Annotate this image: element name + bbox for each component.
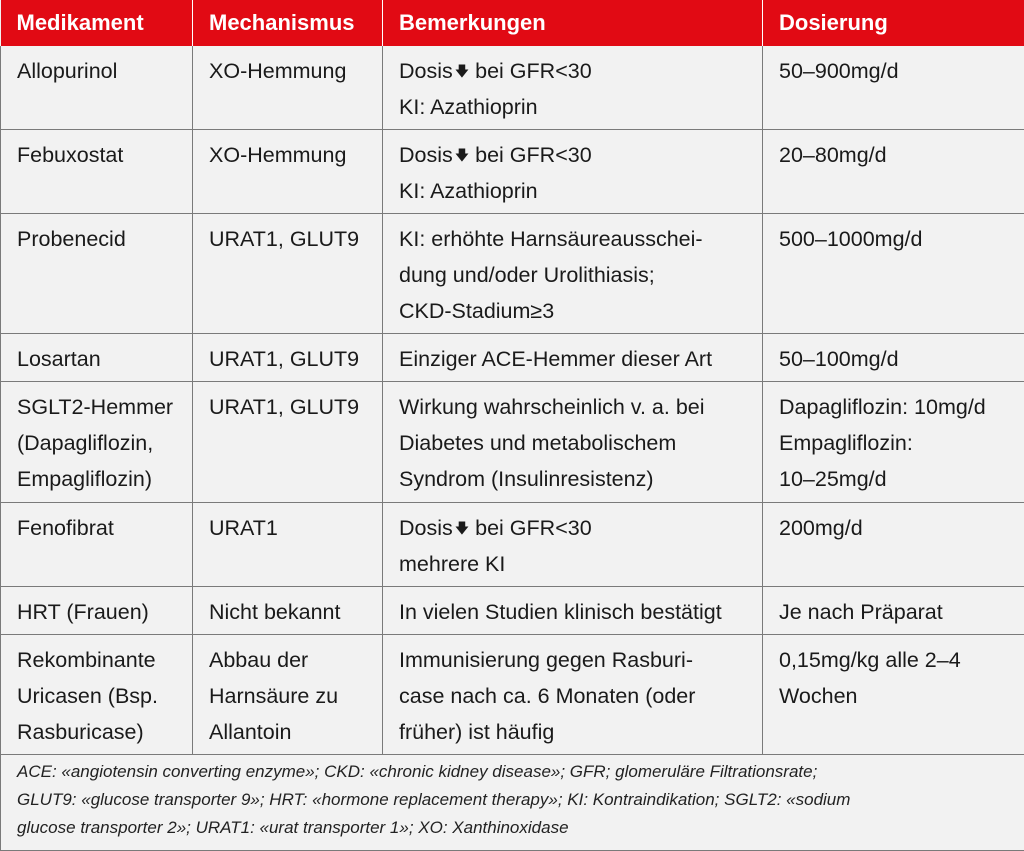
remark-text: case nach ca. 6 Monaten (oder	[399, 678, 746, 714]
remark-text: KI: Azathioprin	[399, 173, 746, 209]
remark-text: Syndrom (Insulinresistenz)	[399, 461, 746, 497]
dosage-cell	[763, 334, 1024, 382]
mechanism-cell	[193, 503, 383, 587]
arrow-down-icon: 🡇	[455, 53, 469, 89]
table-row	[1, 503, 1024, 587]
dose-remark-prefix: Dosis	[399, 516, 453, 540]
dosage-cell	[763, 587, 1024, 635]
footnote-cell	[1, 755, 1024, 851]
header-medikament: Medikament	[1, 0, 193, 46]
mechanism-cell	[193, 587, 383, 635]
drug-name: Rekombinante	[17, 642, 176, 678]
mechanism-text: XO-Hemmung	[209, 53, 366, 89]
drug-name: Empagliflozin)	[17, 461, 176, 497]
table-row	[1, 587, 1024, 635]
drug-cell	[1, 382, 193, 503]
dosage-text: 20–80mg/d	[779, 137, 1008, 173]
header-bemerkungen: Bemerkungen	[383, 0, 763, 46]
mechanism-cell	[193, 46, 383, 130]
dosage-text: 0,15mg/kg alle 2–4	[779, 642, 1008, 678]
remark-text: KI: erhöhte Harnsäureausschei-	[399, 221, 746, 257]
remark-text: früher) ist häufig	[399, 714, 746, 750]
dose-remark	[399, 137, 746, 173]
mechanism-cell	[193, 214, 383, 334]
dosage-text: 200mg/d	[779, 510, 1008, 546]
mechanism-text: Harnsäure zu	[209, 678, 366, 714]
drug-cell	[1, 214, 193, 334]
drug-cell	[1, 503, 193, 587]
table-body	[1, 46, 1024, 755]
drug-name: Febuxostat	[17, 137, 176, 173]
remark-text: dung und/oder Urolithiasis;	[399, 257, 746, 293]
dosage-cell	[763, 46, 1024, 130]
drug-name: Uricasen (Bsp.	[17, 678, 176, 714]
dosage-text: 50–900mg/d	[779, 53, 1008, 89]
mechanism-text: Allantoin	[209, 714, 366, 750]
table-row	[1, 635, 1024, 755]
drug-cell	[1, 587, 193, 635]
dosage-text: Wochen	[779, 678, 1008, 714]
dosage-text: 10–25mg/d	[779, 461, 1008, 497]
dosage-cell	[763, 382, 1024, 503]
footnote-line: glucose transporter 2»; URAT1: «urat transporter 1»; XO: Xanthinoxidase	[17, 814, 1008, 842]
remarks-cell	[383, 635, 763, 755]
header-row	[1, 0, 1024, 46]
remarks-cell	[383, 46, 763, 130]
dose-remark-suffix: bei GFR<30	[469, 516, 592, 540]
mechanism-cell	[193, 130, 383, 214]
dosage-cell	[763, 214, 1024, 334]
mechanism-text: URAT1	[209, 510, 366, 546]
dose-remark	[399, 53, 746, 89]
remark-text: In vielen Studien klinisch bestätigt	[399, 594, 746, 630]
drug-cell	[1, 46, 193, 130]
remark-text: KI: Azathioprin	[399, 89, 746, 125]
footnote-row	[1, 755, 1024, 851]
drug-name: Rasburicase)	[17, 714, 176, 750]
dosage-text: Empagliflozin:	[779, 425, 1008, 461]
remark-text: mehrere KI	[399, 546, 746, 582]
drug-name: Losartan	[17, 341, 176, 377]
remark-text: Immunisierung gegen Rasburi-	[399, 642, 746, 678]
remark-text: Diabetes und metabolischem	[399, 425, 746, 461]
drug-name: HRT (Frauen)	[17, 594, 176, 630]
dosage-cell	[763, 635, 1024, 755]
arrow-down-icon: 🡇	[455, 510, 469, 546]
mechanism-cell	[193, 635, 383, 755]
table-row	[1, 382, 1024, 503]
drug-cell	[1, 334, 193, 382]
remarks-cell	[383, 587, 763, 635]
dose-remark-prefix: Dosis	[399, 59, 453, 83]
table-row	[1, 334, 1024, 382]
remark-text: Wirkung wahrscheinlich v. a. bei	[399, 389, 746, 425]
dosage-text: 50–100mg/d	[779, 341, 1008, 377]
dosage-text: Dapagliflozin: 10mg/d	[779, 389, 1008, 425]
drug-name: (Dapagliflozin,	[17, 425, 176, 461]
drug-cell	[1, 635, 193, 755]
remarks-cell	[383, 334, 763, 382]
remark-text: CKD-Stadium≥3	[399, 293, 746, 329]
mechanism-text: Nicht bekannt	[209, 594, 366, 630]
drug-cell	[1, 130, 193, 214]
dosage-cell	[763, 503, 1024, 587]
table-row	[1, 130, 1024, 214]
dose-remark	[399, 510, 746, 546]
drug-name: SGLT2-Hemmer	[17, 389, 176, 425]
arrow-down-icon: 🡇	[455, 137, 469, 173]
footnote-line: ACE: «angiotensin converting enzyme»; CKD: «chronic kidney disease»; GFR; glomeruläre Filtrationsrate;	[17, 758, 1008, 786]
drug-name: Fenofibrat	[17, 510, 176, 546]
table-row	[1, 46, 1024, 130]
drug-name: Allopurinol	[17, 53, 176, 89]
mechanism-text: Abbau der	[209, 642, 366, 678]
header-mechanismus: Mechanismus	[193, 0, 383, 46]
remark-text: Einziger ACE-Hemmer dieser Art	[399, 341, 746, 377]
dose-remark-suffix: bei GFR<30	[469, 143, 592, 167]
table-header	[1, 0, 1024, 46]
table-footnote	[1, 755, 1024, 851]
remarks-cell	[383, 130, 763, 214]
mechanism-cell	[193, 334, 383, 382]
mechanism-text: XO-Hemmung	[209, 137, 366, 173]
header-dosierung: Dosierung	[763, 0, 1024, 46]
mechanism-cell	[193, 382, 383, 503]
dosage-cell	[763, 130, 1024, 214]
footnote-line: GLUT9: «glucose transporter 9»; HRT: «hormone replacement therapy»; KI: Kontraindikation; SGLT2: «sodium	[17, 786, 1008, 814]
mechanism-text: URAT1, GLUT9	[209, 221, 366, 257]
dosage-text: Je nach Präparat	[779, 594, 1008, 630]
table-row	[1, 214, 1024, 334]
drug-name: Probenecid	[17, 221, 176, 257]
dosage-text: 500–1000mg/d	[779, 221, 1008, 257]
remarks-cell	[383, 503, 763, 587]
remarks-cell	[383, 382, 763, 503]
dose-remark-suffix: bei GFR<30	[469, 59, 592, 83]
mechanism-text: URAT1, GLUT9	[209, 389, 366, 425]
remarks-cell	[383, 214, 763, 334]
dose-remark-prefix: Dosis	[399, 143, 453, 167]
mechanism-text: URAT1, GLUT9	[209, 341, 366, 377]
